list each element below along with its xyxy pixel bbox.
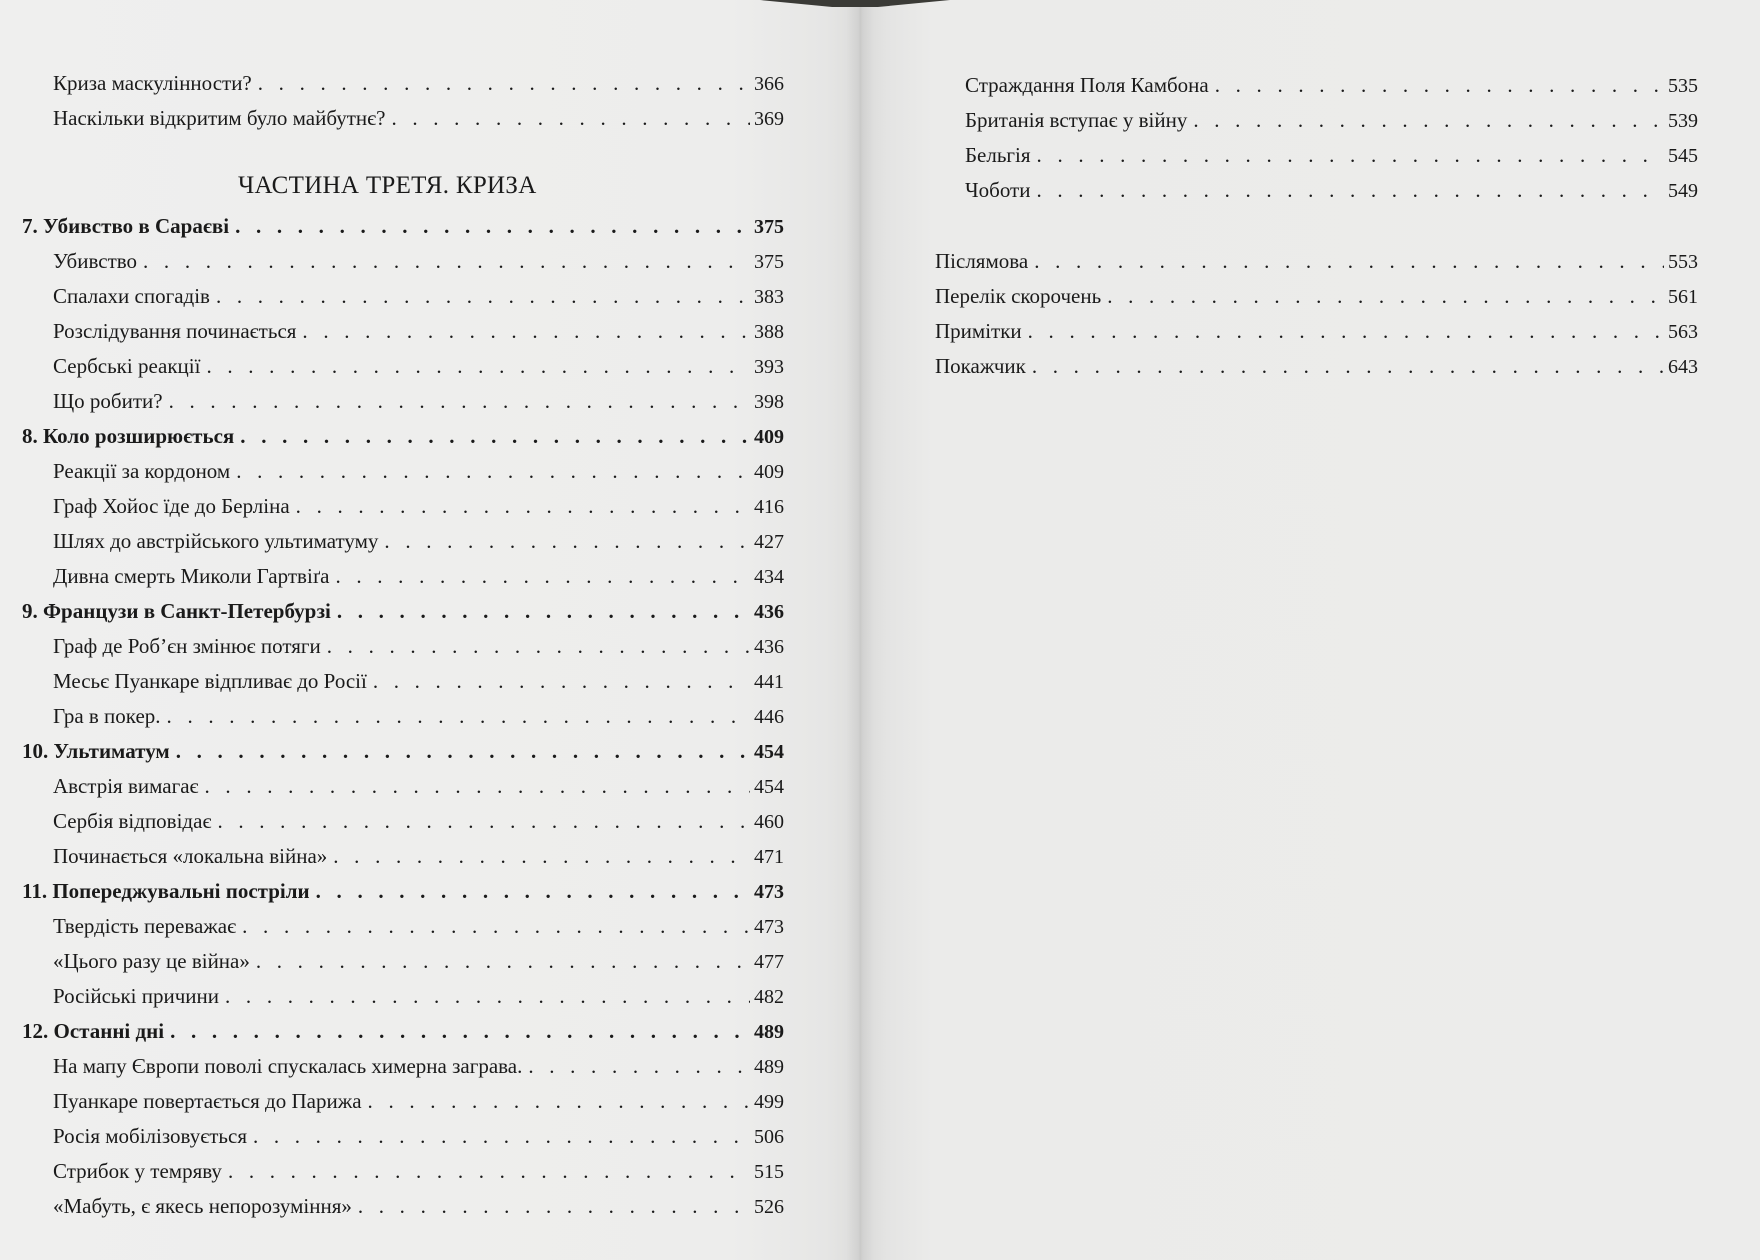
toc-entry (53, 948, 784, 975)
dot-leader (1036, 177, 1664, 203)
dot-leader (242, 913, 750, 939)
toc-entry (53, 248, 784, 275)
toc-entry-title: Перелік скорочень (935, 284, 1102, 308)
dot-leader (167, 703, 750, 729)
toc-entry-title: Убивство (53, 249, 138, 273)
toc-entry-title: На мапу Європи поволі спускалась химерна заграва. (53, 1054, 523, 1078)
toc-entry-page: 460 (754, 811, 784, 833)
dot-leader (1107, 283, 1664, 309)
dot-leader (384, 528, 750, 554)
dot-leader (256, 948, 750, 974)
toc-entry (965, 142, 1698, 169)
toc-chapter (22, 878, 784, 905)
binding-gutter (846, 0, 874, 1260)
dot-leader (1215, 72, 1664, 98)
toc-entry-page: 366 (754, 73, 784, 95)
toc-entry-page: 482 (754, 986, 784, 1008)
toc-entry (53, 528, 784, 555)
toc-entry-page: 388 (754, 321, 784, 343)
dot-leader (391, 105, 750, 131)
toc-entry-page: 416 (754, 496, 784, 518)
dot-leader (1028, 318, 1664, 344)
toc-entry-page: 436 (754, 636, 784, 658)
dot-leader (169, 388, 750, 414)
toc-entry-page: 535 (1668, 75, 1698, 97)
dot-leader (143, 248, 750, 274)
toc-entry-title: Сербія відповідає (53, 809, 212, 833)
toc-entry-title: Месьє Пуанкаре відпливає до Росії (53, 669, 367, 693)
toc-entry-page: 477 (754, 951, 784, 973)
toc-entry-page: 643 (1668, 356, 1698, 378)
dot-leader (358, 1193, 750, 1219)
toc-entry-page: 515 (754, 1161, 784, 1183)
toc-entry-page: 427 (754, 531, 784, 553)
toc-entry-title: Післямова (935, 249, 1029, 273)
toc-entry (53, 913, 784, 940)
toc-entry (53, 353, 784, 380)
dot-leader (373, 668, 750, 694)
dot-leader (235, 213, 750, 239)
toc-entry-page: 563 (1668, 321, 1698, 343)
toc-entry-page: 409 (754, 426, 784, 448)
toc-entry (53, 563, 784, 590)
dot-leader (1193, 107, 1664, 133)
toc-entry (53, 388, 784, 415)
toc-entry-title: Гра в покер. (53, 704, 161, 728)
toc-entry-title: Розслідування починається (53, 319, 297, 343)
toc-entry (53, 1053, 784, 1080)
toc-entry-page: 473 (754, 881, 784, 903)
toc-entry-title: Граф Хойос їде до Берліна (53, 494, 290, 518)
toc-entry-page: 436 (754, 601, 784, 623)
toc-entry (53, 493, 784, 520)
toc-chapter (22, 738, 784, 765)
toc-entry-page: 383 (754, 286, 784, 308)
dot-leader (528, 1053, 750, 1079)
toc-entry-page: 471 (754, 846, 784, 868)
toc-entry-page: 539 (1668, 110, 1698, 132)
dot-leader (240, 423, 750, 449)
toc-entry-title: 9. Французи в Санкт-Петербурзі (22, 599, 331, 623)
dot-leader (236, 458, 750, 484)
toc-entry-title: Чоботи (965, 178, 1031, 202)
toc-entry-title: 7. Убивство в Сараєві (22, 214, 230, 238)
toc-entry-page: 549 (1668, 180, 1698, 202)
toc-entry (53, 668, 784, 695)
toc-chapter (22, 1018, 784, 1045)
toc-entry-page: 473 (754, 916, 784, 938)
dot-leader (333, 843, 750, 869)
toc-entry-page: 369 (754, 108, 784, 130)
toc-entry-title: Стрибок у темряву (53, 1159, 222, 1183)
toc-entry-title: 12. Останні дні (22, 1019, 165, 1043)
toc-entry-page: 375 (754, 216, 784, 238)
dot-leader (253, 1123, 750, 1149)
toc-entry-title: Австрія вимагає (53, 774, 199, 798)
toc-entry-title: 10. Ультиматум (22, 739, 170, 763)
toc-entry-title: «Цього разу це війна» (53, 949, 250, 973)
toc-entry-title: 8. Коло розширюється (22, 424, 235, 448)
toc-entry-title: Бельгія (965, 143, 1031, 167)
toc-entry (53, 70, 784, 97)
toc-entry (53, 773, 784, 800)
toc-chapter (22, 423, 784, 450)
toc-entry (53, 703, 784, 730)
dot-leader (316, 878, 750, 904)
dot-leader (216, 283, 750, 309)
toc-entry-title: Шлях до австрійського ультиматуму (53, 529, 379, 553)
toc-entry (53, 283, 784, 310)
toc-entry-page: 454 (754, 776, 784, 798)
toc-entry (53, 1158, 784, 1185)
toc-entry-title: Що робити? (53, 389, 163, 413)
toc-entry-page: 454 (754, 741, 784, 763)
dot-leader (337, 598, 750, 624)
toc-entry-title: Покажчик (935, 354, 1026, 378)
toc-entry-title: Твердість переважає (53, 914, 237, 938)
toc-entry-title: Примітки (935, 319, 1022, 343)
toc-entry-page: 489 (754, 1056, 784, 1078)
toc-entry-title: Наскільки відкритим було майбутнє? (53, 106, 386, 130)
toc-entry (53, 1193, 784, 1220)
dot-leader (1032, 353, 1664, 379)
toc-entry-page: 489 (754, 1021, 784, 1043)
dot-leader (225, 983, 750, 1009)
toc-entry (53, 983, 784, 1010)
dot-leader (335, 563, 750, 589)
toc-entry-title: Криза маскулінности? (53, 71, 252, 95)
dot-leader (170, 1018, 750, 1044)
dot-leader (296, 493, 750, 519)
toc-entry-title: Дивна смерть Миколи Гартвіґа (53, 564, 330, 588)
toc-entry-title: Починається «локальна війна» (53, 844, 328, 868)
toc-entry-page: 441 (754, 671, 784, 693)
toc-entry (53, 633, 784, 660)
toc-entry-title: 11. Попереджувальні постріли (22, 879, 310, 903)
dot-leader (1034, 248, 1664, 274)
toc-entry-title: Російські причини (53, 984, 220, 1008)
toc-entry-title: Страждання Поля Камбона (965, 73, 1209, 97)
dot-leader (176, 738, 750, 764)
toc-entry (53, 1123, 784, 1150)
toc-entry-page: 434 (754, 566, 784, 588)
toc-entry-page: 398 (754, 391, 784, 413)
toc-entry-title: «Мабуть, є якесь непорозуміння» (53, 1194, 352, 1218)
dot-leader (228, 1158, 750, 1184)
toc-entry-title: Пуанкаре повертається до Парижа (53, 1089, 362, 1113)
toc-entry-page: 499 (754, 1091, 784, 1113)
toc-entry-page: 545 (1668, 145, 1698, 167)
toc-entry-title: Сербські реакції (53, 354, 201, 378)
toc-entry (965, 72, 1698, 99)
toc-entry-page: 561 (1668, 286, 1698, 308)
toc-entry (53, 318, 784, 345)
dot-leader (258, 70, 750, 96)
toc-back-matter (935, 283, 1698, 310)
toc-entry (53, 105, 784, 132)
toc-entry-title: Реакції за кордоном (53, 459, 231, 483)
toc-entry (53, 843, 784, 870)
dot-leader (206, 353, 750, 379)
toc-entry (965, 177, 1698, 204)
toc-back-matter (935, 318, 1698, 345)
toc-back-matter (935, 353, 1698, 380)
toc-entry-title: Британія вступає у війну (965, 108, 1188, 132)
toc-entry-page: 409 (754, 461, 784, 483)
toc-entry-page: 446 (754, 706, 784, 728)
dot-leader (327, 633, 750, 659)
dot-leader (217, 808, 750, 834)
toc-chapter (22, 598, 784, 625)
toc-entry-title: Граф де Роб’єн змінює потяги (53, 634, 321, 658)
dot-leader (368, 1088, 750, 1114)
toc-entry (53, 1088, 784, 1115)
toc-chapter (22, 213, 784, 240)
toc-entry (53, 458, 784, 485)
dot-leader (205, 773, 750, 799)
part-heading: ЧАСТИНА ТРЕТЯ. КРИЗА (238, 172, 537, 199)
toc-entry-page: 375 (754, 251, 784, 273)
toc-back-matter (935, 248, 1698, 275)
toc-entry (53, 808, 784, 835)
toc-entry (965, 107, 1698, 134)
toc-entry-page: 393 (754, 356, 784, 378)
dot-leader (302, 318, 750, 344)
toc-entry-page: 506 (754, 1126, 784, 1148)
toc-entry-title: Росія мобілізовується (53, 1124, 247, 1148)
toc-entry-title: Спалахи спогадів (53, 284, 210, 308)
dot-leader (1037, 142, 1664, 168)
toc-entry-page: 526 (754, 1196, 784, 1218)
toc-entry-page: 553 (1668, 251, 1698, 273)
